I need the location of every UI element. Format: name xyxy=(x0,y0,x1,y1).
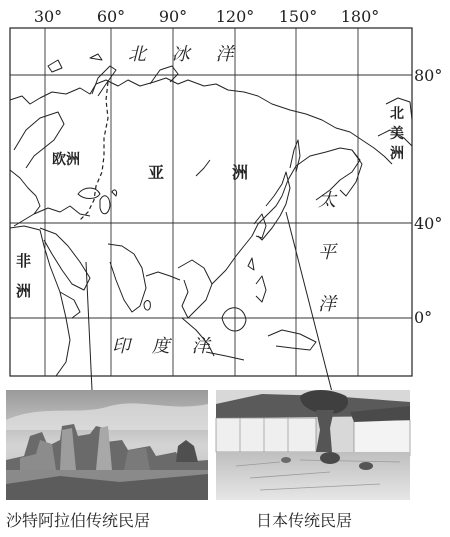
latitude-labels xyxy=(414,66,442,327)
longitude-label: 120° xyxy=(215,7,255,26)
africa-label-2: 洲 xyxy=(16,282,32,300)
north-america-label-2: 美 xyxy=(390,126,404,142)
longitude-label: 180° xyxy=(340,7,380,26)
longitude-label: 60° xyxy=(96,7,126,26)
longitude-label: 150° xyxy=(278,7,318,26)
north-america-label-3: 洲 xyxy=(390,146,404,162)
latitude-label: 80° xyxy=(414,66,443,85)
japan-dwelling-caption: 日本传统民居 xyxy=(256,511,353,530)
pacific-label-3: 洋 xyxy=(318,294,336,315)
africa-label-1: 非 xyxy=(16,252,32,270)
asia-label-2: 洲 xyxy=(232,163,249,182)
japan-dwelling-photo xyxy=(216,390,410,500)
indian-ocean-label: 印 度 洋 xyxy=(112,336,218,357)
latitude-label: 40° xyxy=(414,214,443,233)
arctic-ocean-label: 北 冰 洋 xyxy=(128,44,244,65)
north-america-label-1: 北 xyxy=(390,106,404,122)
map-frame xyxy=(10,28,412,376)
latitude-label: 0° xyxy=(414,308,433,327)
longitude-labels xyxy=(34,7,379,26)
saudi-dwelling-caption: 沙特阿拉伯传统民居 xyxy=(6,511,151,530)
longitude-label: 30° xyxy=(33,7,63,26)
longitude-label: 90° xyxy=(158,7,188,26)
pacific-label-2: 平 xyxy=(318,242,336,263)
asia-label-1: 亚 xyxy=(148,163,165,182)
pacific-label-1: 太 xyxy=(318,190,336,211)
europe-label: 欧洲 xyxy=(52,152,80,168)
saudi-dwelling-photo xyxy=(6,390,208,500)
